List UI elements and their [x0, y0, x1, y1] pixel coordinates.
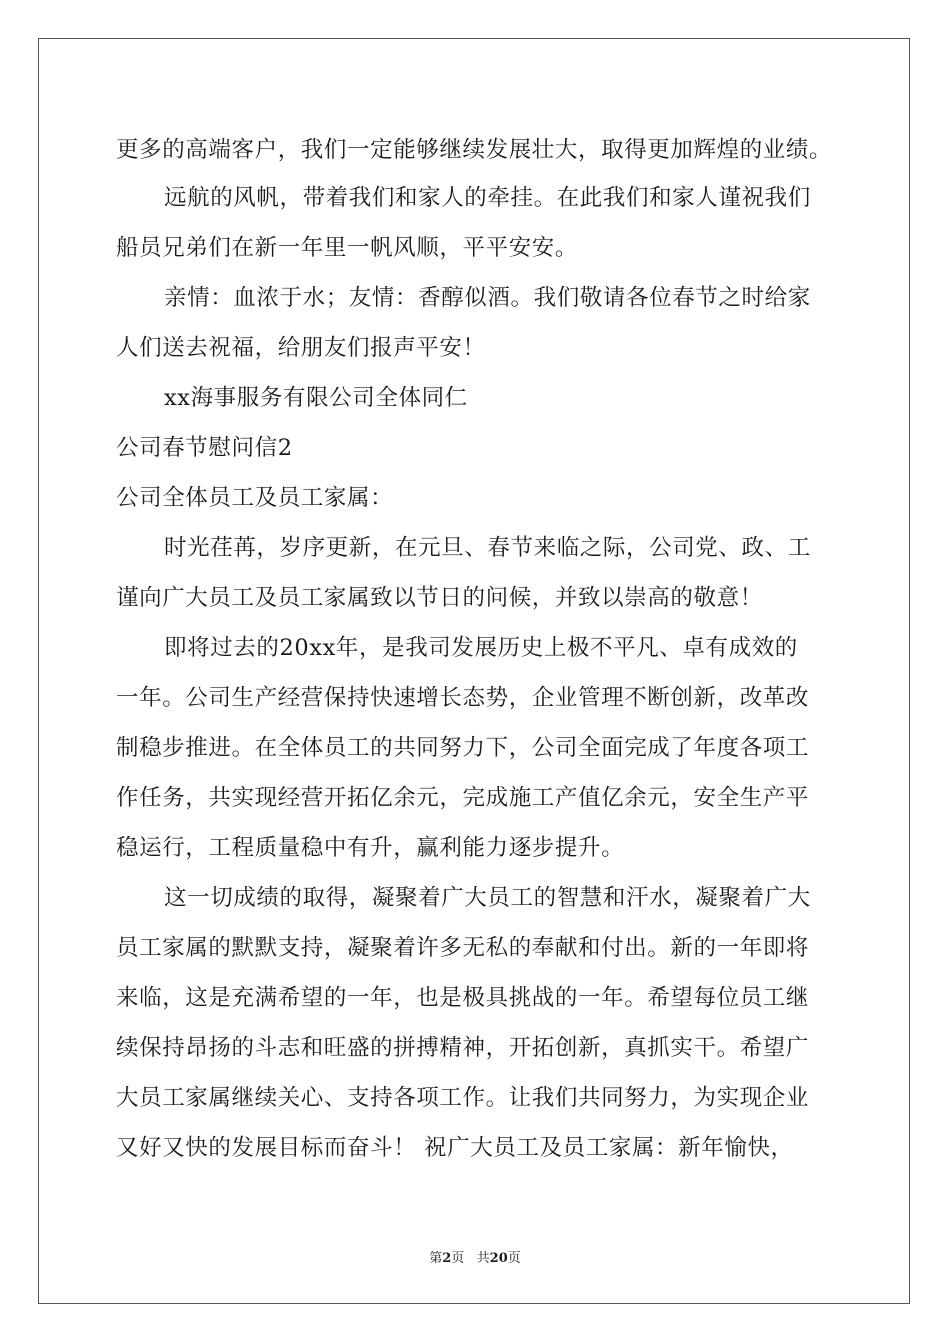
body-text-line: 又好又快的发展目标而奋斗！ 祝广大员工及员工家属：新年愉快，: [116, 1135, 794, 1161]
body-text-line: 一年。公司生产经营保持快速增长态势，企业管理不断创新，改革改: [116, 685, 810, 711]
body-text-line: 亲情：血浓于水；友情：香醇似酒。我们敬请各位春节之时给家: [164, 285, 811, 311]
body-text-line: 制稳步推进。在全体员工的共同努力下，公司全面完成了年度各项工: [116, 735, 810, 761]
body-text-line: 更多的高端客户，我们一定能够继续发展壮大，取得更加辉煌的业绩。: [116, 137, 833, 163]
body-text-line: 大员工家属继续关心、支持各项工作。让我们共同努力，为实现企业: [116, 1085, 810, 1111]
current-page-number: 2: [442, 1251, 452, 1266]
body-text-line: 时光荏苒，岁序更新，在元旦、春节来临之际，公司党、政、工: [164, 535, 811, 561]
body-text-line: 谨向广大员工及员工家属致以节日的问候，并致以崇高的敬意！: [116, 585, 763, 611]
body-text-line: 员工家属的默默支持，凝聚着许多无私的奉献和付出。新的一年即将: [116, 935, 810, 961]
total-pages-number: 20: [489, 1251, 508, 1266]
body-text-line: 即将过去的20xx年，是我司发展历史上极不平凡、卓有成效的: [164, 635, 798, 661]
footer-suffix: 页: [507, 1251, 521, 1266]
page-border: [38, 38, 910, 1304]
salutation: 公司全体员工及员工家属：: [116, 485, 394, 511]
footer-middle: 页 共: [451, 1251, 490, 1266]
body-text-line: 续保持昂扬的斗志和旺盛的拼搏精神，开拓创新，真抓实干。希望广: [116, 1035, 810, 1061]
footer-prefix: 第: [429, 1251, 443, 1266]
body-text-line: 来临，这是充满希望的一年，也是极具挑战的一年。希望每位员工继: [116, 985, 810, 1011]
body-text-line: 稳运行，工程质量稳中有升，赢利能力逐步提升。: [116, 835, 625, 861]
body-text-line: 远航的风帆，带着我们和家人的牵挂。在此我们和家人谨祝我们: [164, 185, 811, 211]
signature-line: xx海事服务有限公司全体同仁: [164, 385, 468, 411]
body-text-line: 船员兄弟们在新一年里一帆风顺，平平安安。: [116, 235, 579, 261]
page-footer: [0, 1251, 950, 1267]
body-text-line: 人们送去祝福，给朋友们报声平安！: [116, 335, 486, 361]
body-text-line: 作任务，共实现经营开拓亿余元，完成施工产值亿余元，安全生产平: [116, 785, 810, 811]
section-title: 公司春节慰问信2: [116, 435, 293, 461]
body-text-line: 这一切成绩的取得，凝聚着广大员工的智慧和汗水，凝聚着广大: [164, 885, 811, 911]
